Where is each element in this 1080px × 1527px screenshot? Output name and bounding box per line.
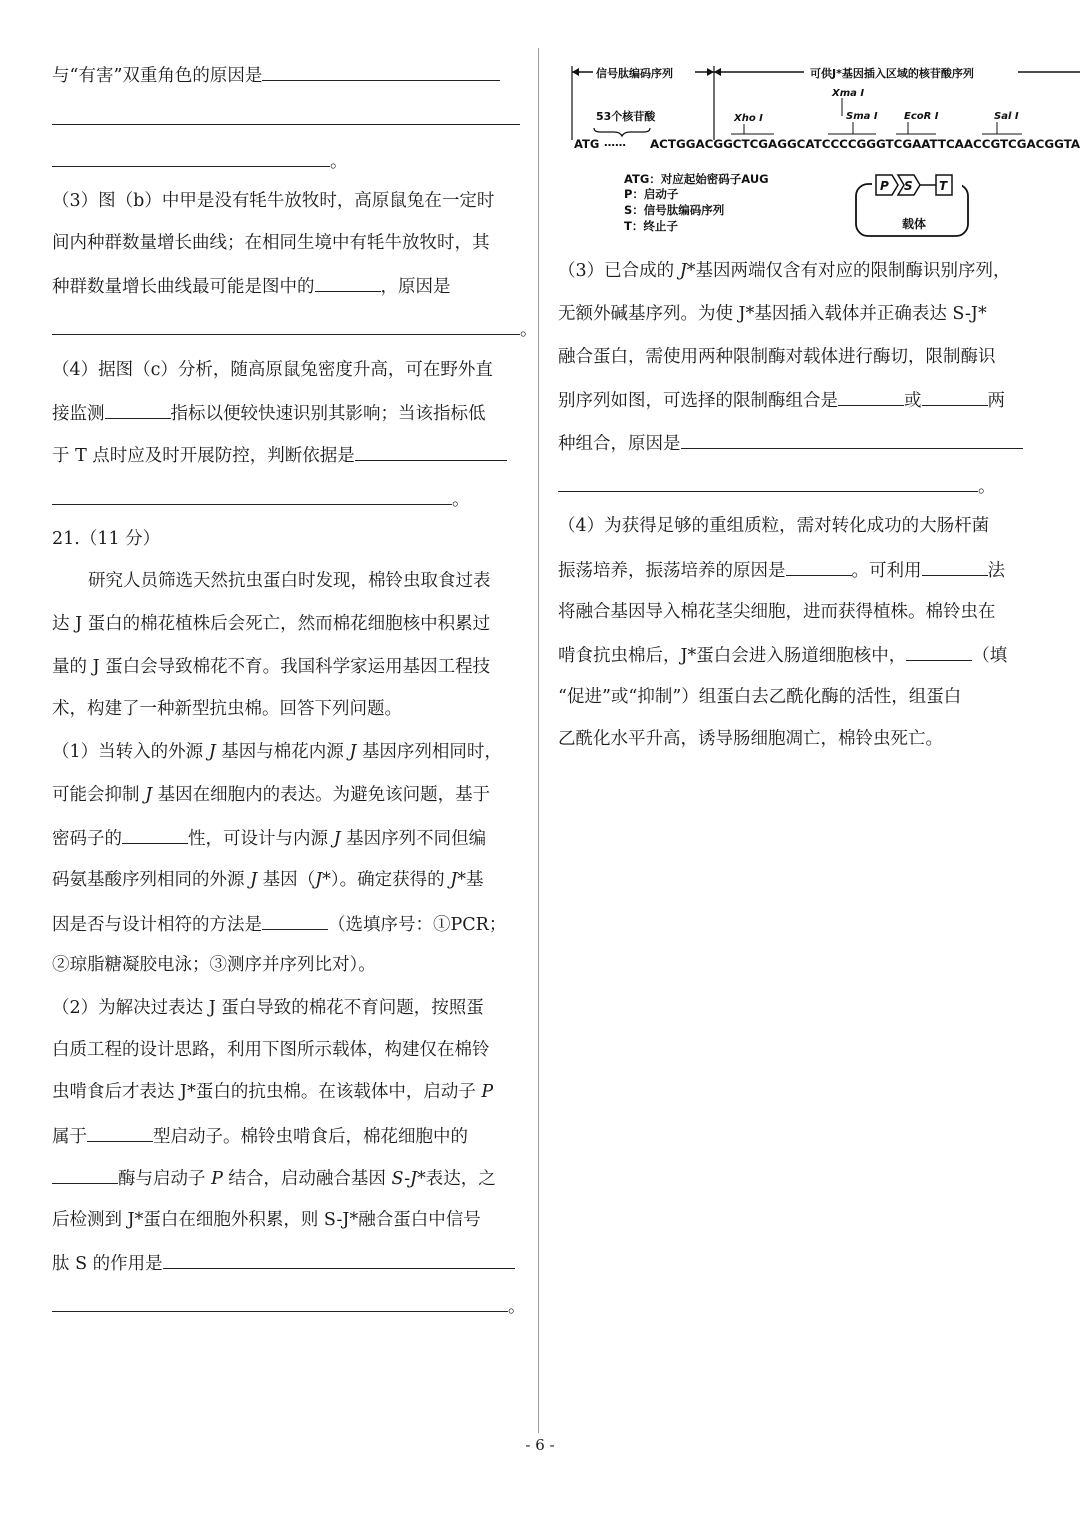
signal-box-label: S (904, 179, 913, 193)
answer-blank[interactable] (105, 400, 171, 419)
enzyme-sma-label: Sma I (846, 111, 878, 122)
insert-region-label: 可供J*基因插入区域的核苷酸序列 (810, 67, 974, 80)
enzyme-xma-label: Xma I (832, 88, 865, 99)
q4-line-3: 于 T 点时应及时开展防控，判断依据是 (52, 442, 507, 468)
s1-line-5: 因是否与设计相符的方法是 （选填序号：①PCR； (52, 911, 506, 937)
answer-blank[interactable] (922, 557, 988, 576)
start-codon: ATG (574, 137, 600, 151)
vector-diagram (566, 58, 1080, 242)
promoter-box-label: P (880, 179, 889, 193)
answer-blank[interactable] (87, 1123, 153, 1142)
answer-blank[interactable] (52, 148, 330, 167)
intro-line-1: 研究人员筛选天然抗虫蛋白时发现，棉铃虫取食过表 (88, 571, 491, 591)
answer-blank[interactable] (52, 1293, 508, 1312)
s4-line-2: 振荡培养，振荡培养的原因是 。可利用 法 (558, 557, 1005, 583)
s3-line-1: （3）已合成的 J*基因两端仅含有对应的限制酶识别序列， (558, 261, 1011, 281)
s4-line-5: “促进”或“抑制”）组蛋白去乙酰化酶的活性，组蛋白 (558, 687, 962, 707)
q2-tail-line: 与“有害”双重角色的原因是 (52, 62, 500, 88)
sequence-dots: …… (604, 136, 626, 149)
s3-line-2: 无额外碱基序列。为使 J*基因插入载体并正确表达 S-J* (558, 304, 987, 324)
nucleotide-count-label: 53个核苷酸 (596, 110, 656, 123)
answer-blank[interactable] (122, 825, 188, 844)
s4-line-4: 啃食抗虫棉后，J*蛋白会进入肠道细胞核中， （填 (558, 642, 1007, 668)
s4-line-1: （4）为获得足够的重组质粒，需对转化成功的大肠杆菌 (558, 516, 990, 536)
legend-terminator: T：终止子 (624, 219, 678, 233)
signal-sequence-label: 信号肽编码序列 (596, 67, 673, 80)
s1-line-2: 可能会抑制 J 基因在细胞内的表达。为避免该问题，基于 (52, 785, 491, 805)
arrow-left-icon (714, 68, 721, 76)
intro-line-3: 量的 J 蛋白会导致棉花不育。我国科学家运用基因工程技 (52, 657, 491, 677)
intro-line-4: 术，构建了一种新型抗虫棉。回答下列问题。 (52, 699, 402, 719)
vector-label: 载体 (902, 217, 927, 231)
q3-line-3: 种群数量增长曲线最可能是图中的 ，原因是 (52, 273, 451, 299)
s4-line-6: 乙酰化水平升高，诱导肠细胞凋亡，棉铃虫死亡。 (558, 729, 943, 749)
answer-blank[interactable] (52, 1165, 118, 1184)
arrow-right-icon (707, 68, 714, 76)
intro-line-2: 达 J 蛋白的棉花植株后会死亡，然而棉花细胞核中积累过 (52, 614, 491, 634)
answer-blank[interactable] (922, 387, 988, 406)
answer-blank[interactable] (355, 442, 507, 461)
answer-line-end: 。 (558, 473, 996, 499)
legend-atg: ATG：对应起始密码子AUG (624, 172, 769, 186)
enzyme-sal-label: Sal I (994, 111, 1019, 122)
s1-line-4: 码氨基酸序列相同的外源 J 基因（J*）。确定获得的 J*基 (52, 870, 484, 890)
enzyme-xho-label: Xho I (734, 113, 763, 124)
answer-blank[interactable] (681, 430, 1023, 449)
answer-line-end: 。 (52, 316, 538, 342)
arrow-left-icon (572, 68, 579, 76)
answer-line[interactable] (52, 124, 520, 125)
s2-line-2: 白质工程的设计思路，利用下图所示载体，构建仅在棉铃 (52, 1040, 490, 1060)
q3-line-2: 间内种群数量增长曲线；在相同生境中有牦牛放牧时，其 (52, 233, 490, 253)
answer-blank[interactable] (558, 473, 978, 492)
s2-line-4: 属于 型启动子。棉铃虫啃食后，棉花细胞中的 (52, 1123, 468, 1149)
s3-line-5: 种组合，原因是 (558, 430, 1023, 456)
dna-sequence: ACTGGACGGCTCGAGGCATCCCCGGGTCGAATTCAACCGTCGACGGTA (650, 138, 1080, 151)
question-21-title: 21.（11 分） (52, 529, 161, 549)
s1-line-3: 密码子的 性，可设计与内源 J 基因序列不同但编 (52, 825, 486, 851)
q3-line-1: （3）图（b）中甲是没有牦牛放牧时，高原鼠兔在一定时 (52, 191, 495, 211)
answer-blank[interactable] (52, 486, 452, 505)
answer-blank[interactable] (906, 642, 972, 661)
answer-line-end: 。 (52, 1293, 526, 1319)
answer-line-end: 。 (52, 148, 348, 174)
s3-line-3: 融合蛋白，需使用两种限制酶对载体进行酶切，限制酶识 (558, 347, 996, 367)
answer-blank[interactable] (315, 273, 381, 292)
answer-blank[interactable] (786, 557, 852, 576)
s1-line-6: ②琼脂糖凝胶电泳；③测序并序列比对）。 (52, 955, 376, 975)
s4-line-3: 将融合基因导入棉花茎尖细胞，进而获得植株。棉铃虫在 (558, 602, 996, 622)
answer-blank[interactable] (52, 316, 520, 335)
enzyme-ecor-label: EcoR I (904, 111, 939, 122)
s2-line-6: 后检测到 J*蛋白在细胞外积累，则 S-J*融合蛋白中信号 (52, 1210, 481, 1230)
brace-icon (594, 128, 650, 136)
terminator-box-label: T (939, 179, 948, 193)
answer-blank[interactable] (262, 911, 328, 930)
column-divider (538, 48, 539, 1433)
page-number: - 6 - (525, 1436, 555, 1454)
s2-line-5: 酶与启动子 P 结合，启动融合基因 S-J*表达，之 (52, 1165, 496, 1191)
s2-line-7: 肽 S 的作用是 (52, 1250, 515, 1276)
s3-line-4: 别序列如图，可选择的限制酶组合是 或 两 (558, 387, 1005, 413)
answer-blank[interactable] (163, 1250, 515, 1269)
q4-line-2: 接监测 指标以便较快速识别其影响；当该指标低 (52, 400, 486, 426)
s2-line-3: 虫啃食后才表达 J*蛋白的抗虫棉。在该载体中，启动子 P (52, 1082, 494, 1102)
answer-blank[interactable] (838, 387, 904, 406)
answer-line-end: 。 (52, 486, 470, 512)
q4-line-1: （4）据图（c）分析，随高原鼠兔密度升高，可在野外直 (52, 360, 493, 380)
legend-promoter: P：启动子 (624, 187, 679, 201)
s2-line-1: （2）为解决过表达 J 蛋白导致的棉花不育问题，按照蛋 (52, 998, 484, 1018)
answer-blank[interactable] (262, 62, 500, 81)
legend-signal: S：信号肽编码序列 (624, 203, 725, 217)
s1-line-1: （1）当转入的外源 J 基因与棉花内源 J 基因序列相同时， (52, 742, 502, 762)
